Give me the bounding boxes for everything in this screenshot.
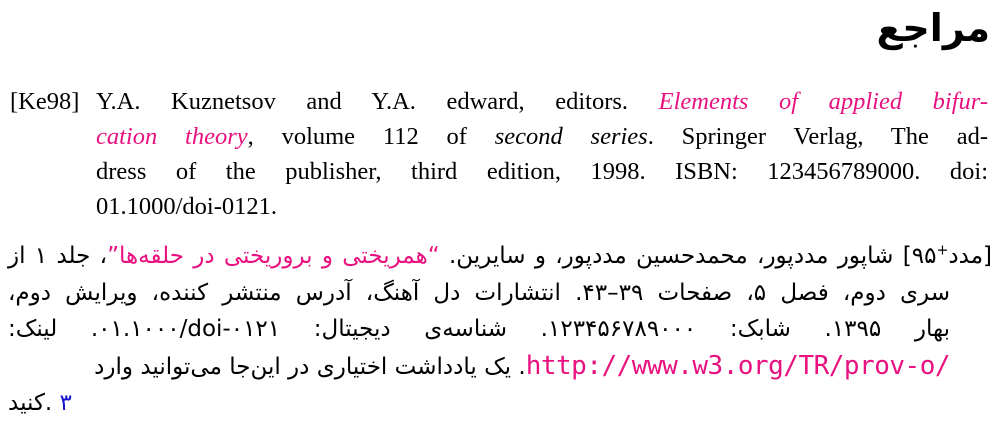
volume-info: , volume 112 of bbox=[247, 123, 495, 150]
book-title-part-1: Elements of applied bifur- bbox=[658, 88, 988, 115]
citation-body-ke98 bbox=[96, 84, 988, 224]
citation-key-open: [مدد bbox=[948, 243, 992, 269]
series-chapter-pages-publisher: سری دوم، فصل ۵، صفحات ۳۹–۴۳. انتشارات دل آهنگ، آدرس منتشر کننده، ویرایش دوم، bbox=[8, 279, 950, 306]
references-heading: مراجع bbox=[876, 6, 990, 50]
en-line-3 bbox=[96, 154, 988, 189]
bibliography-entry-persian bbox=[8, 238, 992, 422]
persian-authors: شاپور مددپور، محمدحسین مددپور، و سایرین. bbox=[439, 243, 903, 269]
authors-and-editors: Y.A. Kuznetsov and Y.A. edward, editors. bbox=[96, 88, 659, 115]
book-title-part-2: cation theory bbox=[96, 123, 248, 150]
fa-line-5 bbox=[8, 385, 992, 422]
en-line-4 bbox=[96, 189, 988, 224]
volume-info-fa: ، جلد ۱ از bbox=[8, 243, 108, 269]
citation-label-ke98: [Ke98] bbox=[10, 88, 80, 115]
fa-line-4 bbox=[8, 348, 992, 386]
fa-line-3 bbox=[8, 311, 992, 348]
link-label: . لینک: bbox=[8, 316, 99, 342]
persian-title: “همریختی و بروریختی در حلقه‌ها” bbox=[107, 243, 440, 269]
publisher-edition-isbn: dress of the publisher, third edition, 1998. ISBN: 123456789000. doi: bbox=[96, 158, 988, 185]
citation-key-year: ۹۵] bbox=[902, 243, 937, 269]
url-link[interactable]: http://www.w3.org/TR/prov-o/ bbox=[525, 350, 950, 381]
sentence-period: . bbox=[44, 390, 60, 416]
publisher-part-1: . Springer Verlag, The ad- bbox=[647, 123, 988, 150]
bibliography-entry-ke98 bbox=[10, 84, 988, 224]
citation-key-plus: + bbox=[936, 242, 949, 259]
date-isbn-doi-label: بهار ۱۳۹۵. شابک: ۱۲۳۴۵۶۷۸۹۰۰۰. شناسه‌ی دیجیتال: bbox=[280, 316, 950, 342]
en-line-1 bbox=[96, 84, 988, 119]
fa-line-1 bbox=[8, 238, 992, 275]
en-line-2 bbox=[96, 119, 988, 154]
doi-value-fa: ۰۱.۱۰۰۰/doi-۰۱۲۱ bbox=[98, 316, 281, 342]
doi-value: 01.1000/doi-0121. bbox=[96, 193, 278, 220]
series-name: second series bbox=[494, 123, 648, 150]
fa-line-2 bbox=[8, 275, 992, 312]
optional-note-text: . یک یادداشت اختیاری در این‌جا می‌توانید وارد bbox=[94, 353, 526, 380]
backref-page-number[interactable]: ۳ bbox=[59, 390, 72, 416]
optional-note-end: کنید bbox=[8, 390, 45, 416]
